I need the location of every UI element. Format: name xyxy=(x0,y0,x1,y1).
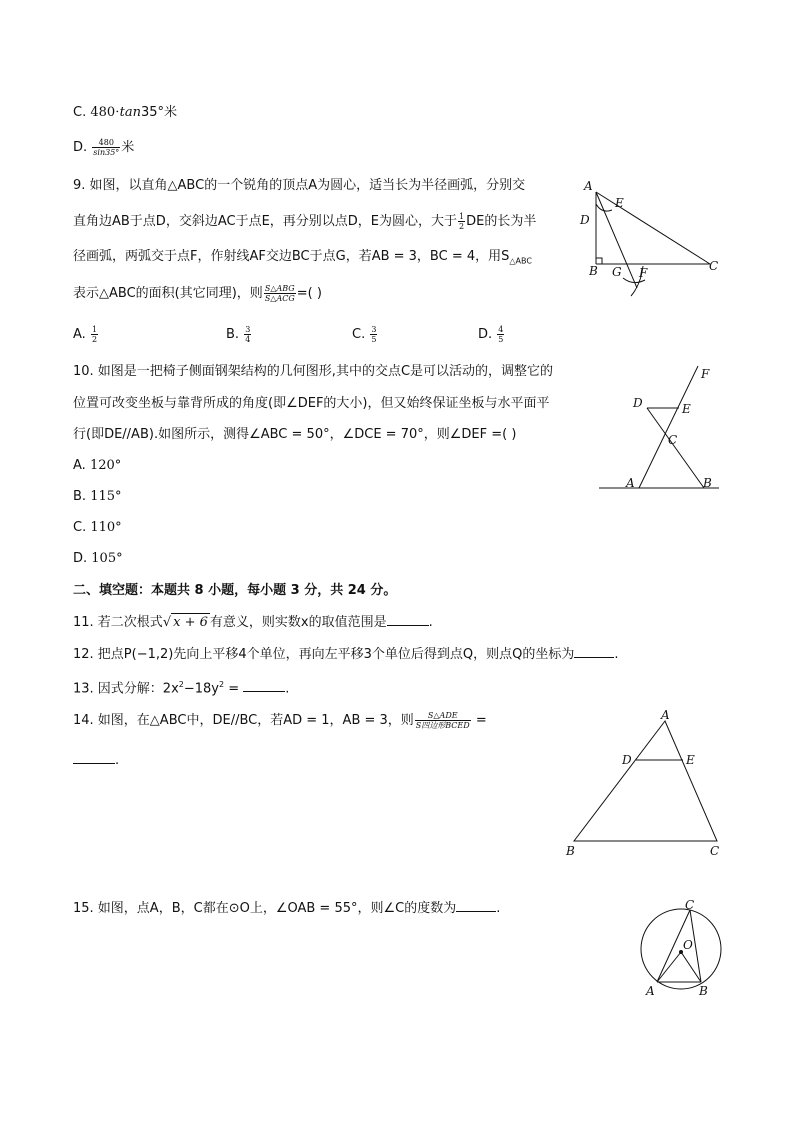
q9-label-f: F xyxy=(639,266,648,280)
section-2-title: 二、填空题：本题共 8 小题，每小题 3 分，共 24 分。 xyxy=(73,583,397,598)
q10-label-a: A xyxy=(626,476,635,490)
q13-part2: −18y xyxy=(183,681,220,697)
fraction-denominator: 5 xyxy=(498,335,504,344)
option-value: 110° xyxy=(90,520,122,535)
q9-label-d: D xyxy=(580,213,590,227)
q15-label-c: C xyxy=(685,898,695,912)
q14-text-line1 xyxy=(73,711,487,730)
q14-label-c: C xyxy=(710,844,720,858)
q9-segment-ac xyxy=(596,192,710,264)
option-fraction xyxy=(370,325,377,344)
fraction-denominator: sin35° xyxy=(93,148,120,157)
fraction-numerator: 1 xyxy=(459,212,465,221)
q9-text-line4 xyxy=(73,284,322,303)
q14-area-ratio-fraction xyxy=(415,711,471,730)
fraction-denominator: 2 xyxy=(91,335,98,344)
option-label: B. xyxy=(226,327,244,342)
fraction-numerator: 480 xyxy=(92,138,120,148)
option-value: 120° xyxy=(89,458,122,473)
q9-text-line1: 9. 如图，以直角△ABC的一个锐角的顶点A为圆心，适当长为半径画弧，分别交 xyxy=(73,178,526,193)
option-label: A. xyxy=(73,327,90,342)
option-fraction xyxy=(244,325,251,344)
q12-part1: 12. 把点P(−1,2)先向上平移4个单位，再向左平移3个单位后得到点Q，则点Q的坐标为 xyxy=(73,647,575,662)
q13-exponent-1: 2 xyxy=(178,680,184,689)
q14-equals: = xyxy=(471,713,487,728)
option-label: C. xyxy=(73,520,91,535)
q14-figure xyxy=(560,707,730,862)
q11-part1: 11. 若二次根式 xyxy=(73,615,163,630)
option-label: A. xyxy=(73,458,90,473)
q9-label-g: G xyxy=(612,265,622,279)
option-value: 105° xyxy=(91,551,123,566)
q10-label-b: B xyxy=(703,476,712,490)
q12-text xyxy=(73,645,619,664)
q9-area-ratio-fraction xyxy=(264,284,296,303)
q10-segment-af xyxy=(639,366,698,488)
option-label: D. xyxy=(478,327,497,342)
option-fraction xyxy=(91,325,98,344)
q10-label-d: D xyxy=(633,396,643,410)
fraction-numerator: 1 xyxy=(91,325,98,334)
q13-exponent-2: 2 xyxy=(219,680,225,689)
q14-period: . xyxy=(115,753,120,768)
fraction-numerator: 3 xyxy=(245,325,251,334)
q14-label-a: A xyxy=(661,708,670,722)
q15-label-o: O xyxy=(683,938,693,952)
option-label: B. xyxy=(73,489,91,504)
q15-circle-o xyxy=(641,909,721,989)
q9-label-b: B xyxy=(589,264,598,278)
q15-part1: 15. 如图，点A，B，C都在⊙O上，∠OAB = 55°，则∠C的度数为 xyxy=(73,901,457,916)
option-label: C. xyxy=(352,327,370,342)
q11-radical: √ x + 6 xyxy=(162,615,208,630)
q10-segment-db xyxy=(647,408,704,488)
q14-triangle-abc xyxy=(574,721,717,841)
q11-text xyxy=(73,613,433,632)
q8-option-c-label: C. xyxy=(73,105,91,120)
q10-label-f: F xyxy=(701,367,710,381)
q9-line3-subscript: △ABC xyxy=(509,256,532,266)
q15-figure xyxy=(635,897,730,1002)
q15-answer-blank[interactable] xyxy=(456,899,496,912)
q9-option-a xyxy=(73,325,99,344)
q12-period: . xyxy=(614,647,619,662)
fraction-numerator: 4 xyxy=(498,325,504,334)
q8-option-c-angle: 35° xyxy=(140,105,165,120)
fraction-denominator: S四边形BCED xyxy=(415,721,470,730)
q9-line4-part1: 表示△ABC的面积(其它同理)，则 xyxy=(73,286,263,301)
q11-radicand: x + 6 xyxy=(173,615,208,630)
q8-option-d xyxy=(73,138,134,157)
q9-half-fraction xyxy=(458,212,465,231)
q9-option-d xyxy=(478,325,505,344)
q8-option-d-unit: 米 xyxy=(121,140,135,155)
q13-equals: = xyxy=(224,681,244,697)
q10-label-c: C xyxy=(668,433,678,447)
q9-text-line2 xyxy=(73,212,536,231)
q11-period: . xyxy=(428,615,433,630)
option-value: 115° xyxy=(90,489,122,504)
q10-option-c xyxy=(73,519,122,537)
q8-option-d-label: D. xyxy=(73,140,92,155)
q9-label-c: C xyxy=(709,259,719,273)
q8-option-c-unit: 米 xyxy=(164,105,178,120)
fraction-denominator: 2 xyxy=(459,222,465,231)
q10-text-line1: 10. 如图是一把椅子侧面钢架结构的几何图形,其中的交点C是可以活动的，调整它的 xyxy=(73,364,554,379)
q8-option-c-value: 480⋅ xyxy=(90,105,120,120)
q9-option-c xyxy=(352,325,378,344)
q14-label-e: E xyxy=(686,753,695,767)
fraction-denominator: S△ACG xyxy=(264,294,295,303)
q10-option-b xyxy=(73,488,122,506)
q9-line2-part1: 直角边AB于点D，交斜边AC于点E，再分别以点D，E为圆心，大于 xyxy=(73,214,458,229)
q9-figure xyxy=(575,172,735,302)
q14-label-b: B xyxy=(566,844,575,858)
q8-option-c xyxy=(73,104,177,122)
q10-text-line3: 行(即DE//AB).如图所示，测得∠ABC = 50°，∠DCE = 70°，则∠DEF =( ) xyxy=(73,427,517,442)
q15-segment-ob xyxy=(681,952,701,982)
q14-label-d: D xyxy=(622,753,632,767)
q13-answer-blank[interactable] xyxy=(243,679,285,692)
q14-part1: 14. 如图，在△ABC中，DE//BC，若AD = 1，AB = 3，则 xyxy=(73,713,414,728)
fraction-denominator: 5 xyxy=(371,335,377,344)
option-label: D. xyxy=(73,551,92,566)
q12-answer-blank[interactable] xyxy=(574,645,614,658)
option-fraction xyxy=(497,325,504,344)
q10-figure xyxy=(595,362,725,492)
fraction-numerator: S△ABG xyxy=(264,284,295,293)
q15-text xyxy=(73,899,500,918)
q9-line4-part2: =( ) xyxy=(296,286,322,301)
fraction-denominator: 4 xyxy=(245,335,251,344)
q13-text xyxy=(73,676,289,698)
q10-option-a xyxy=(73,457,121,475)
q14-text-line2 xyxy=(73,751,119,770)
q9-label-a: A xyxy=(584,179,593,193)
q15-label-a: A xyxy=(646,984,655,998)
q13-period: . xyxy=(285,681,290,697)
q9-line3-part1: 径画弧，两弧交于点F，作射线AF交边BC于点G，若AB = 3，BC = 4，用S xyxy=(73,249,510,264)
q9-label-e: E xyxy=(615,196,624,210)
q8-option-c-fn: tan xyxy=(119,105,141,120)
q11-part2: 有意义，则实数x的取值范围是 xyxy=(209,615,387,630)
q15-label-b: B xyxy=(699,984,708,998)
q11-answer-blank[interactable] xyxy=(387,613,429,626)
q13-part1: 13. 因式分解：2x xyxy=(73,681,179,697)
q10-label-e: E xyxy=(682,402,691,416)
fraction-numerator: S△ADE xyxy=(415,711,471,721)
q8-option-d-fraction xyxy=(92,138,120,157)
q9-option-b xyxy=(226,325,252,344)
fraction-numerator: 3 xyxy=(371,325,377,334)
q10-text-line2: 位置可改变坐板与靠背所成的角度(即∠DEF的大小)，但又始终保证坐板与水平面平 xyxy=(73,396,550,411)
q9-line2-part2: DE的长为半 xyxy=(466,214,537,229)
q14-answer-blank[interactable] xyxy=(73,751,115,764)
q10-option-d xyxy=(73,550,123,568)
q9-text-line3 xyxy=(73,248,532,271)
q15-period: . xyxy=(496,901,501,916)
